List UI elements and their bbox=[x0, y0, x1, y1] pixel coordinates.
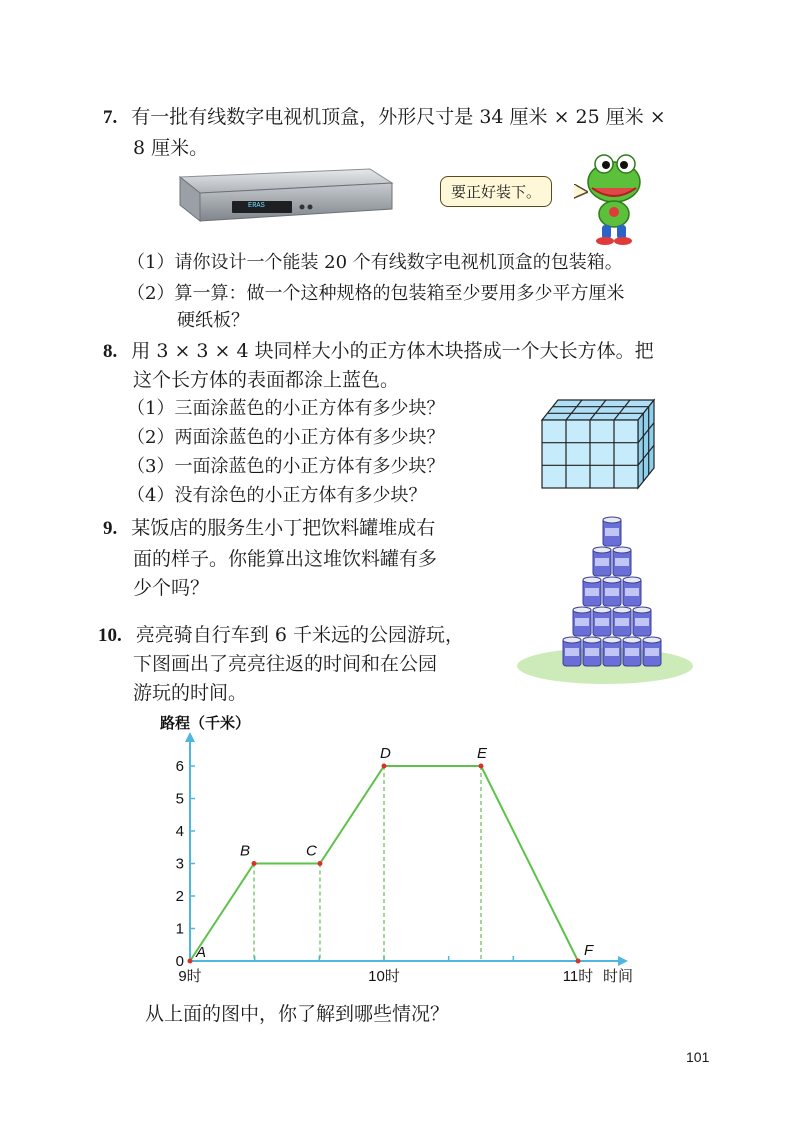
point-label-C: C bbox=[305, 842, 317, 860]
can-top bbox=[613, 547, 631, 553]
y-axis-label: 路程（千米） bbox=[160, 715, 251, 732]
q10-line2: 下图画出了亮亮往返的时间和在公园 bbox=[133, 653, 438, 675]
distance-time-chart bbox=[150, 708, 660, 993]
q9-line1 bbox=[103, 514, 435, 543]
can-top bbox=[643, 637, 661, 643]
can-label bbox=[625, 648, 639, 656]
can-pyramid-image bbox=[510, 498, 700, 688]
point-C bbox=[317, 861, 322, 866]
page-number: 101 bbox=[686, 1049, 710, 1065]
can-label bbox=[615, 618, 629, 626]
q7-sub1: （1）请你设计一个能装 20 个有线数字电视机顶盒的包装箱。 bbox=[127, 252, 623, 273]
can-label bbox=[605, 528, 619, 536]
point-F bbox=[576, 959, 581, 964]
can-label bbox=[595, 618, 609, 626]
can-top bbox=[633, 607, 651, 613]
can-label bbox=[605, 588, 619, 596]
q8-text1: 用 3 × 3 × 4 块同样大小的正方体木块搭成一个大长方体。把 bbox=[131, 340, 654, 362]
can-top bbox=[603, 517, 621, 523]
q8-sub4: （4）没有涂色的小正方体有多少块？ bbox=[127, 485, 427, 506]
q7-line2: 8 厘米。 bbox=[133, 137, 209, 159]
point-label-F: F bbox=[584, 942, 594, 959]
q9-line2: 面的样子。你能算出这堆饮料罐有多 bbox=[133, 548, 438, 570]
point-label-D: D bbox=[380, 745, 391, 762]
set-top-box-display: ERAS bbox=[248, 202, 265, 210]
point-label-A: A bbox=[196, 944, 207, 961]
can-top bbox=[613, 607, 631, 613]
y-tick-label: 0 bbox=[175, 953, 184, 970]
point-label-B: B bbox=[240, 842, 251, 860]
y-tick-label: 2 bbox=[175, 888, 184, 905]
x-tick-label: 9时 bbox=[178, 968, 202, 985]
y-tick-label: 6 bbox=[175, 758, 184, 775]
y-axis-arrow bbox=[185, 732, 195, 742]
q8-sub1: （1）三面涂蓝色的小正方体有多少块？ bbox=[127, 398, 445, 419]
q9-text1: 某饭店的服务生小丁把饮料罐堆成右 bbox=[131, 517, 436, 539]
can-top bbox=[593, 547, 611, 553]
can-top bbox=[623, 637, 641, 643]
frog-mascot-icon bbox=[578, 150, 650, 246]
set-top-box-image bbox=[170, 165, 395, 225]
q7-sub2b: 硬纸板？ bbox=[177, 310, 249, 331]
q9-line3: 少个吗？ bbox=[133, 577, 210, 599]
x-tick-label: 10时 bbox=[368, 968, 400, 985]
q10-text1: 亮亮骑自行车到 6 千米远的公园游玩， bbox=[135, 624, 464, 646]
point-B bbox=[252, 861, 257, 866]
q7-number: 7. bbox=[103, 107, 118, 128]
q9-number: 9. bbox=[103, 518, 118, 539]
q8-number: 8. bbox=[103, 341, 118, 362]
can-label bbox=[585, 648, 599, 656]
q10-question: 从上面的图中，你了解到哪些情况？ bbox=[145, 1003, 450, 1025]
point-E bbox=[479, 764, 484, 769]
q8-sub3: （3）一面涂蓝色的小正方体有多少块？ bbox=[127, 456, 445, 477]
q10-line1 bbox=[98, 621, 464, 650]
y-tick-label: 4 bbox=[175, 823, 184, 840]
y-tick-label: 3 bbox=[175, 855, 184, 873]
can-label bbox=[625, 588, 639, 596]
q7-sub2a: （2）算一算：做一个这种规格的包装箱至少要用多少平方厘米 bbox=[127, 283, 625, 304]
can-label bbox=[635, 618, 649, 626]
can-label bbox=[575, 618, 589, 626]
can-top bbox=[583, 637, 601, 643]
x-axis-arrow bbox=[618, 956, 628, 966]
y-tick-label: 1 bbox=[175, 920, 184, 938]
can-top bbox=[563, 637, 581, 643]
q7-text1: 有一批有线数字电视机顶盒，外形尺寸是 34 厘米 × 25 厘米 × bbox=[131, 106, 666, 128]
can-label bbox=[645, 648, 659, 656]
can-label bbox=[585, 588, 599, 596]
can-label bbox=[615, 558, 629, 566]
point-A bbox=[188, 959, 193, 964]
can-label bbox=[595, 558, 609, 566]
q8-sub2: （2）两面涂蓝色的小正方体有多少块？ bbox=[127, 427, 445, 448]
q10-line3: 游玩的时间。 bbox=[133, 682, 248, 704]
q10-number: 10. bbox=[98, 625, 122, 646]
can-top bbox=[603, 577, 621, 583]
can-top bbox=[583, 577, 601, 583]
point-D bbox=[382, 764, 387, 769]
speech-bubble: 要正好装下。 bbox=[440, 176, 552, 207]
can-top bbox=[623, 577, 641, 583]
can-label bbox=[565, 648, 579, 656]
q7-line1 bbox=[103, 103, 666, 132]
y-tick-label: 5 bbox=[175, 790, 184, 808]
x-axis-label: 时间 bbox=[603, 968, 634, 985]
x-tick-label: 11时 bbox=[562, 968, 594, 985]
point-label-E: E bbox=[477, 745, 488, 762]
can-label bbox=[605, 648, 619, 656]
cuboid-figure bbox=[538, 396, 658, 491]
can-top bbox=[573, 607, 591, 613]
can-top bbox=[603, 637, 621, 643]
q8-line2: 这个长方体的表面都涂上蓝色。 bbox=[133, 369, 400, 391]
q8-line1 bbox=[103, 337, 654, 366]
can-top bbox=[593, 607, 611, 613]
